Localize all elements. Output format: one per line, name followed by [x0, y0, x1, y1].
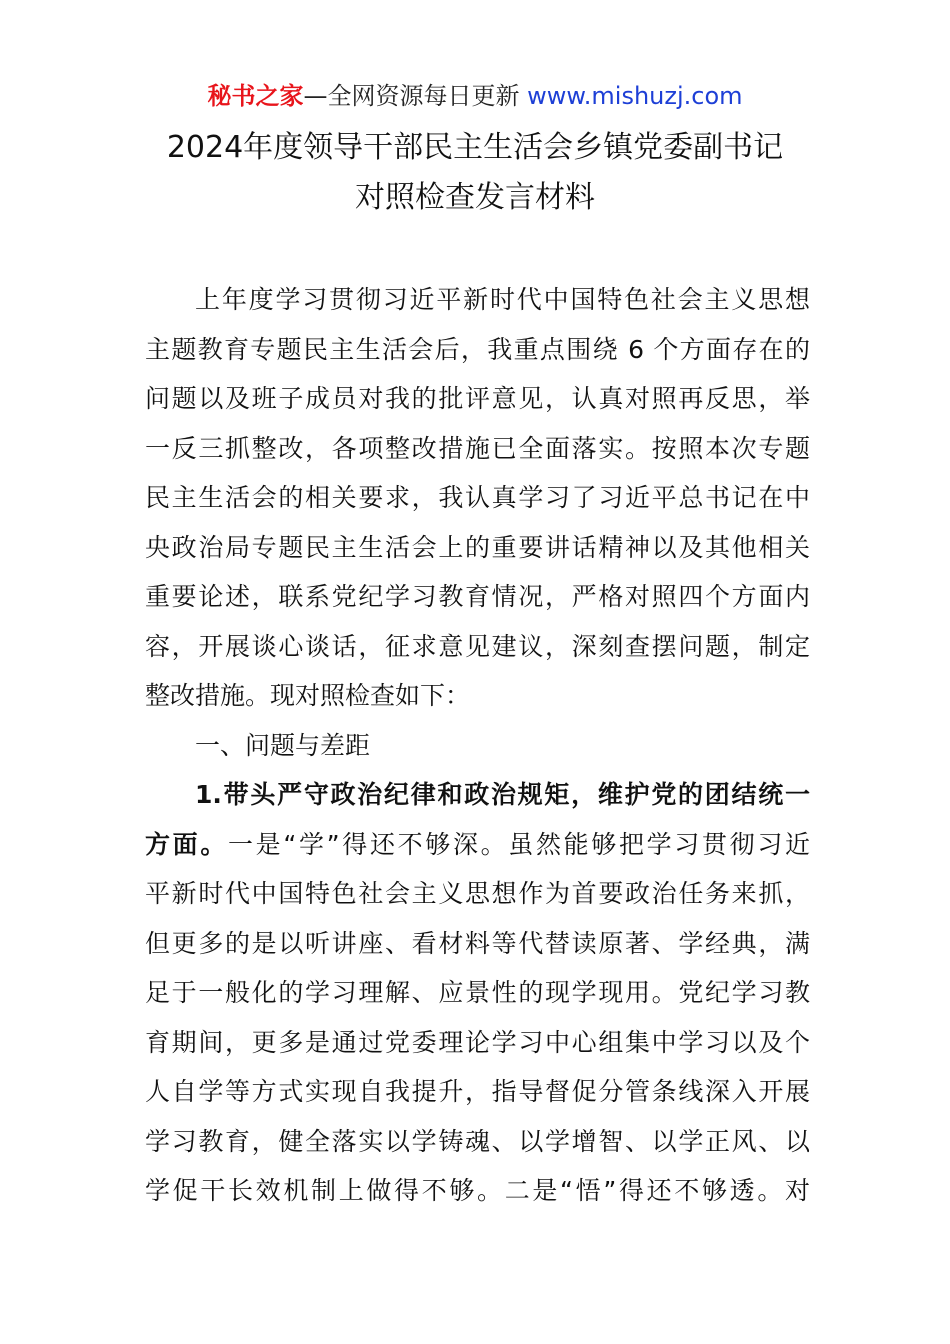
document-title-line-1: 2024年度领导干部民主生活会乡镇党委副书记 — [166, 130, 784, 165]
body-line: 平新时代中国特色社会主义思想作为首要政治任务来抓， — [145, 879, 810, 908]
body-line: 一反三抓整改，各项整改措施已全面落实。按照本次专题 — [145, 433, 810, 463]
point-text: 一是“学”得还不够深。虽然能够把学习贯彻习近 — [228, 829, 810, 859]
body-line: 问题以及班子成员对我的批评意见，认真对照再反思，举 — [145, 384, 810, 413]
section-heading: 一、问题与差距 — [195, 730, 371, 760]
body-line: 足于一般化的学习理解、应景性的现学现用。党纪学习教 — [145, 978, 810, 1007]
site-url-link[interactable]: www.mishuzj.com — [527, 82, 743, 110]
header-tagline: —全网资源每日更新 — [303, 82, 520, 110]
document-title-line-2: 对照检查发言材料 — [355, 180, 595, 215]
body-line: 主题教育专题民主生活会后，我重点围绕 6 个方面存在的 — [145, 334, 810, 364]
document-body — [145, 275, 810, 1216]
body-line: 但更多的是以听讲座、看材料等代替读原著、学经典，满 — [145, 928, 810, 958]
body-line — [145, 820, 810, 870]
body-line: 人自学等方式实现自我提升，指导督促分管条线深入开展 — [145, 1077, 810, 1106]
body-line: 学促干长效机制上做得不够。二是“悟”得还不够透。对 — [145, 1176, 810, 1205]
body-line: 学习教育，健全落实以学铸魂、以学增智、以学正风、以 — [145, 1126, 810, 1156]
body-line: 重要论述，联系党纪学习教育情况，严格对照四个方面内 — [145, 582, 810, 611]
point-heading-end: 方面。 — [145, 829, 229, 859]
body-line: 育期间，更多是通过党委理论学习中心组集中学习以及个 — [145, 1027, 810, 1057]
brand-name: 秘书之家 — [207, 82, 304, 110]
body-line: 整改措施。现对照检查如下： — [145, 681, 471, 710]
body-line: 央政治局专题民主生活会上的重要讲话精神以及其他相关 — [145, 532, 810, 562]
body-line: 民主生活会的相关要求，我认真学习了习近平总书记在中 — [145, 483, 810, 512]
body-line: 上年度学习贯彻习近平新时代中国特色社会主义思想 — [195, 285, 810, 314]
body-line: 容，开展谈心谈话，征求意见建议，深刻查摆问题，制定 — [145, 631, 810, 661]
point-heading: 1.带头严守政治纪律和政治规矩，维护党的团结统一 — [195, 780, 810, 809]
site-header — [0, 80, 950, 112]
